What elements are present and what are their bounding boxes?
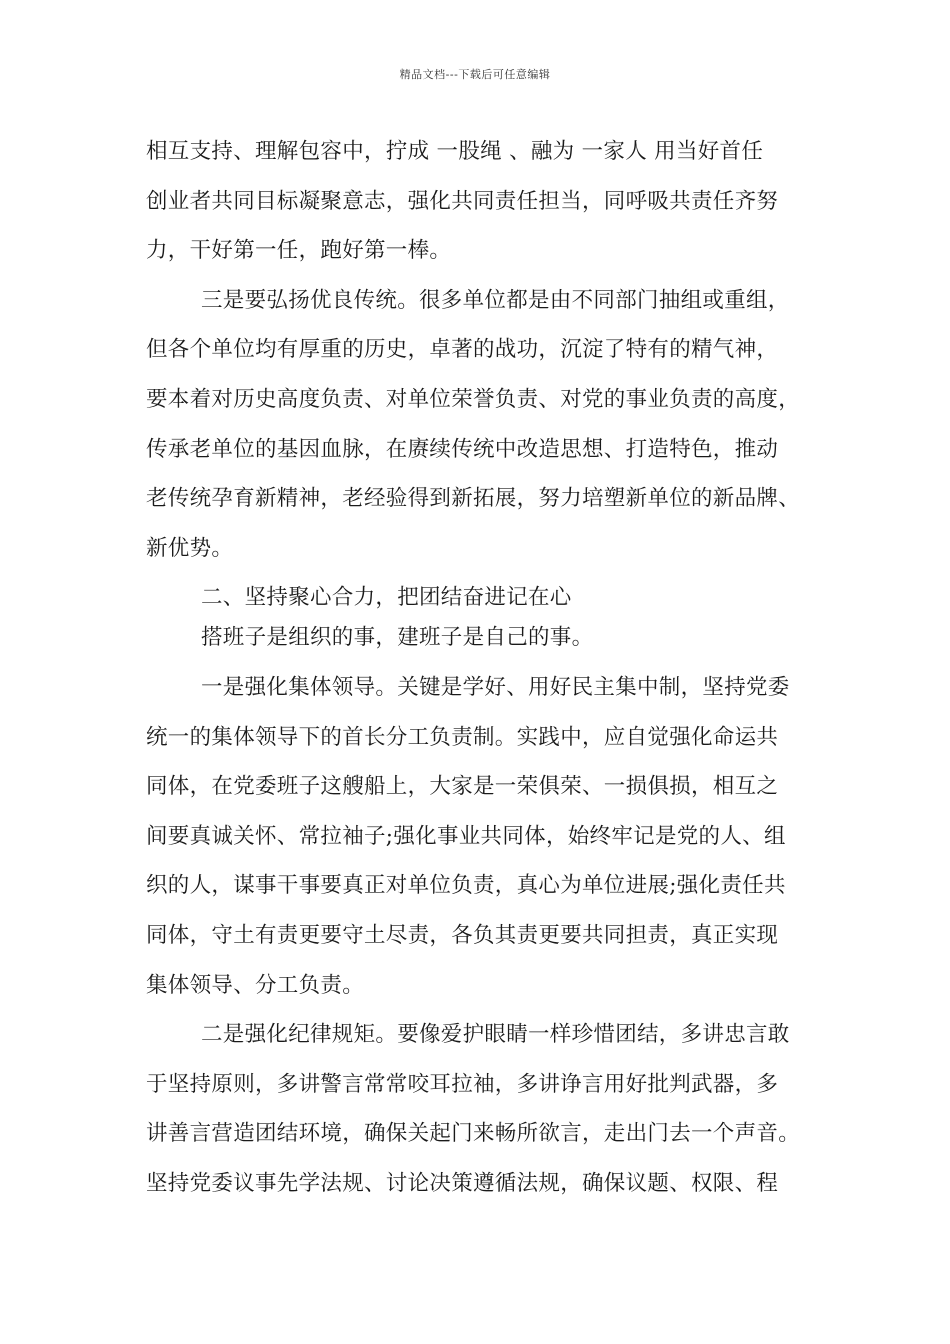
- text-line: 坚持党委议事先学法规、讨论决策遵循法规，确保议题、权限、程: [146, 1170, 779, 1196]
- text-line: 间要真诚关怀、常拉袖子;强化事业共同体，始终牢记是党的人、组: [146, 823, 786, 849]
- paragraph-start-line: 搭班子是组织的事，建班子是自己的事。: [201, 625, 594, 651]
- text-line: 织的人，谋事干事要真正对单位负责，真心为单位进展;强化责任共: [146, 873, 786, 899]
- text-line: 但各个单位均有厚重的历史，卓著的战功，沉淀了特有的精气神，: [146, 337, 779, 363]
- text-line: 力，干好第一任，跑好第一棒。: [146, 238, 452, 264]
- text-line: 同体，守土有责更要守土尽责，各负其责更要共同担责，真正实现: [146, 922, 779, 948]
- text-line: 相互支持、理解包容中，拧成 一股绳 、融为 一家人 用当好首任: [146, 139, 764, 164]
- text-line: 统一的集体领导下的首长分工负责制。实践中，应自觉强化命运共: [146, 724, 779, 750]
- paragraph-start-line: 二是强化纪律规矩。要像爱护眼睛一样珍惜团结，多讲忠言敢: [201, 1022, 790, 1048]
- text-line: 新优势。: [146, 535, 234, 561]
- text-line: 同体，在党委班子这艘船上，大家是一荣俱荣、一损俱损，相互之: [146, 774, 779, 800]
- page-header: 精品文档---下载后可任意编辑: [399, 68, 551, 81]
- text-line: 于坚持原则，多讲警言常常咬耳拉袖，多讲诤言用好批判武器，多: [146, 1071, 779, 1097]
- text-line: 讲善言营造团结环境，确保关起门来畅所欲言，走出门去一个声音。: [146, 1121, 801, 1147]
- document-body: [146, 134, 826, 1215]
- paragraph-start-line: 三是要弘扬优良传统。很多单位都是由不同部门抽组或重组，: [201, 287, 790, 313]
- text-line: 老传统孕育新精神，老经验得到新拓展，努力培塑新单位的新品牌、: [146, 486, 801, 512]
- text-line: 创业者共同目标凝聚意志，强化共同责任担当，同呼吸共责任齐努: [146, 188, 779, 214]
- section-heading: 二、坚持聚心合力，把团结奋进记在心: [201, 585, 572, 611]
- paragraph-start-line: 一是强化集体领导。关键是学好、用好民主集中制，坚持党委: [201, 674, 790, 700]
- text-line: 集体领导、分工负责。: [146, 972, 365, 998]
- text-line: 要本着对历史高度负责、对单位荣誉负责、对党的事业负责的高度，: [146, 386, 801, 412]
- text-line: 传承老单位的基因血脉，在赓续传统中改造思想、打造特色，推动: [146, 436, 779, 462]
